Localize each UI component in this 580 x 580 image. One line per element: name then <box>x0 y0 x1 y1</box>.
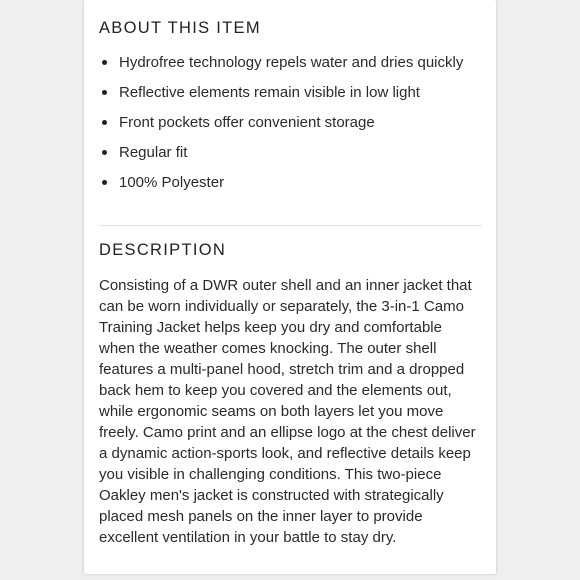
product-details-card <box>84 0 496 574</box>
feature-list-item <box>99 52 482 73</box>
feature-text: 100% Polyester <box>119 174 225 191</box>
bullet-icon <box>102 90 107 95</box>
section-divider <box>99 225 482 226</box>
feature-list-item <box>99 172 482 193</box>
feature-list-item <box>99 142 482 163</box>
bullet-icon <box>102 120 107 125</box>
feature-text: Front pockets offer convenient storage <box>119 114 375 131</box>
feature-list-item <box>99 82 482 103</box>
about-this-item-heading: ABOUT THIS ITEM <box>99 19 261 37</box>
feature-text: Regular fit <box>119 144 188 161</box>
feature-list <box>99 52 482 202</box>
description-heading: DESCRIPTION <box>99 241 227 259</box>
bullet-icon <box>102 180 107 185</box>
feature-text: Hydrofree technology repels water and dries quickly <box>119 54 464 71</box>
feature-text: Reflective elements remain visible in low light <box>119 84 420 101</box>
description-text: Consisting of a DWR outer shell and an inner jacket that can be worn individually or separately, the 3-in-1 Camo Training Jacket helps keep you dry and comfortable when the weather comes knocking. The outer shell features a multi-panel hood, stretch trim and a dropped back hem to keep you covered and the elements out, while ergonomic seams on both layers let you move freely. Camo print and an ellipse logo at the chest deliver a dynamic action-sports look, and reflective details keep you visible in challenging conditions. This two-piece Oakley men's jacket is constructed with strategically placed mesh panels on the inner layer to provide excellent ventilation in your battle to stay dry. <box>99 277 476 546</box>
bullet-icon <box>102 60 107 65</box>
feature-list-item <box>99 112 482 133</box>
bullet-icon <box>102 150 107 155</box>
